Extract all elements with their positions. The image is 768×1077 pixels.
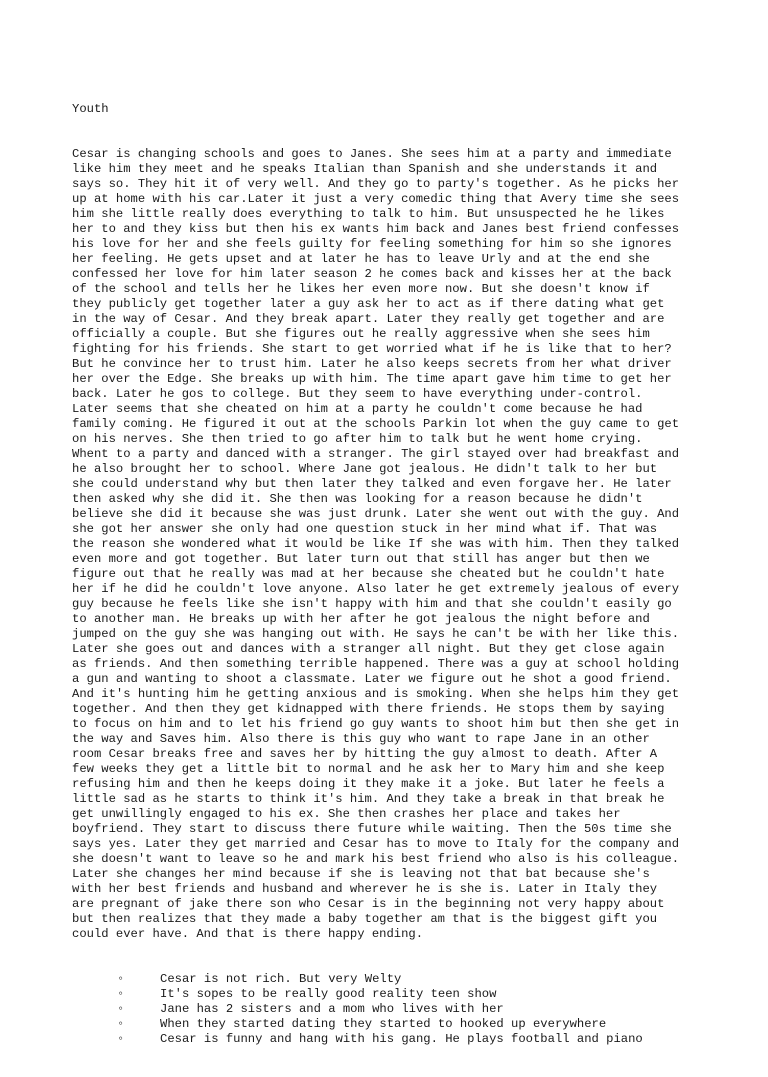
body-line: with her best friends and husband and wherever he is she is. Later in Italy they — [72, 882, 658, 896]
list-item — [72, 987, 712, 1002]
body-line: says yes. Later they get married and Cesar has to move to Italy for the company and — [72, 837, 680, 851]
body-line: him she little really does everything to talk to him. But unsuspected he he likes — [72, 207, 665, 221]
body-line: And it's hunting him he getting anxious and is smoking. When she helps him they get — [72, 687, 680, 701]
list-item — [72, 1002, 712, 1017]
body-line: guy because he feels like she isn't happy with him and that she couldn't easily go — [72, 597, 672, 611]
list-item — [72, 972, 712, 987]
body-line: says so. They hit it of very well. And they go to party's together. As he picks her — [72, 177, 680, 191]
body-line: few weeks they get a little bit to normal and he ask her to Mary him and she keep — [72, 762, 665, 776]
body-line: she doesn't want to leave so he and mark his best friend who also is his colleague. — [72, 852, 680, 866]
body-line: Whent to a party and danced with a stranger. The girl stayed over had breakfast and — [72, 447, 680, 461]
body-line: Cesar is changing schools and goes to Janes. She sees him at a party and immediate — [72, 147, 672, 161]
body-line: a gun and wanting to shoot a classmate. Later we figure out he shot a good friend. — [72, 672, 672, 686]
bullet-circle-icon: ◦ — [117, 972, 125, 986]
bullet-text: Cesar is not rich. But very Welty — [160, 972, 402, 986]
body-line: even more and got together. But later turn out that still has anger but then we — [72, 552, 650, 566]
bullet-text: Jane has 2 sisters and a mom who lives with her — [160, 1002, 504, 1016]
body-line: of the school and tells her he likes her even more now. But she doesn't know if — [72, 282, 650, 296]
body-line: up at home with his car.Later it just a very comedic thing that Avery time she sees — [72, 192, 680, 206]
body-line: fighting for his friends. She start to get worried what if he is like that to her? — [72, 342, 672, 356]
body-line: are pregnant of jake there son who Cesar is in the beginning not very happy about — [72, 897, 665, 911]
body-paragraph — [72, 147, 712, 942]
body-line: Later she goes out and dances with a stranger all night. But they get close again — [72, 642, 665, 656]
body-line: in the way of Cesar. And they break apart. Later they really get together and are — [72, 312, 665, 326]
body-line: as friends. And then something terrible happened. There was a guy at school holding — [72, 657, 680, 671]
body-line: she could understand why but then later they talked and even forgave her. He later — [72, 477, 672, 491]
body-line: room Cesar breaks free and saves her by hitting the guy almost to death. After A — [72, 747, 658, 761]
body-line: little sad as he starts to think it's him. And they take a break in that break he — [72, 792, 665, 806]
body-line: figure out that he really was mad at her because she cheated but he couldn't hate — [72, 567, 665, 581]
body-line: to another man. He breaks up with her after he got jealous the night before and — [72, 612, 650, 626]
body-line: her to and they kiss but then his ex wants him back and Janes best friend confesses — [72, 222, 680, 236]
body-line: her feeling. He gets upset and at later he has to leave Urly and at the end she — [72, 252, 650, 266]
bullet-text: When they started dating they started to hooked up everywhere — [160, 1017, 607, 1031]
body-line: the way and Saves him. Also there is this guy who want to rape Jane in an other — [72, 732, 650, 746]
body-line: together. And then they get kidnapped with there friends. He stops them by saying — [72, 702, 665, 716]
body-line: they publicly get together later a guy ask her to act as if there dating what get — [72, 297, 665, 311]
document-text — [72, 72, 712, 1077]
body-line: refusing him and then he keeps doing it they make it a joke. But later he feels a — [72, 777, 665, 791]
body-line: Later seems that she cheated on him at a party he couldn't come because he had — [72, 402, 643, 416]
body-line: he also brought her to school. Where Jane got jealous. He didn't talk to her but — [72, 462, 658, 476]
body-line: But he convince her to trust him. Later he also keeps secrets from her what driver — [72, 357, 672, 371]
bullet-text: Cesar is funny and hang with his gang. He plays football and piano — [160, 1032, 643, 1046]
body-line: to focus on him and to let his friend go guy wants to shoot him but then she get in — [72, 717, 680, 731]
body-line: believe she did it because she was just drunk. Later she went out with the guy. And — [72, 507, 680, 521]
body-line: her over the Edge. She breaks up with him. The time apart gave him time to get her — [72, 372, 672, 386]
bullet-text: It's sopes to be really good reality teen show — [160, 987, 497, 1001]
body-line: his love for her and she feels guilty for feeling something for him so she ignores — [72, 237, 672, 251]
document-title: Youth — [72, 102, 109, 116]
body-line: the reason she wondered what it would be like If she was with him. Then they talked — [72, 537, 680, 551]
body-line: officially a couple. But she figures out he really aggressive when she sees him — [72, 327, 650, 341]
body-line: back. Later he gos to college. But they seem to have everything under-control. — [72, 387, 643, 401]
body-line: get unwillingly engaged to his ex. She then crashes her place and takes her — [72, 807, 621, 821]
list-item — [72, 1032, 712, 1047]
body-line: but then realizes that they made a baby together am that is the biggest gift you — [72, 912, 658, 926]
bullet-circle-icon: ◦ — [117, 1002, 125, 1016]
body-line: jumped on the guy she was hanging out with. He says he can't be with her like this. — [72, 627, 680, 641]
bullet-circle-icon: ◦ — [117, 1032, 125, 1046]
body-line: she got her answer she only had one question stuck in her mind what if. That was — [72, 522, 658, 536]
bullet-list — [72, 972, 712, 1047]
body-line: Later she changes her mind because if she is leaving not that bat because she's — [72, 867, 650, 881]
body-line: family coming. He figured it out at the schools Parkin lot when the guy came to get — [72, 417, 680, 431]
body-line: then asked why she did it. She then was looking for a reason because he didn't — [72, 492, 643, 506]
list-item — [72, 1017, 712, 1032]
bullet-circle-icon: ◦ — [117, 987, 125, 1001]
bullet-circle-icon: ◦ — [117, 1017, 125, 1031]
body-line: like him they meet and he speaks Italian than Spanish and she understands it and — [72, 162, 658, 176]
body-line: confessed her love for him later season 2 he comes back and kisses her at the back — [72, 267, 672, 281]
body-line: boyfriend. They start to discuss there future while waiting. Then the 50s time she — [72, 822, 672, 836]
body-line: could ever have. And that is there happy ending. — [72, 927, 424, 941]
body-line: on his nerves. She then tried to go after him to talk but he went home crying. — [72, 432, 643, 446]
body-line: her if he did he couldn't love anyone. Also later he get extremely jealous of every — [72, 582, 680, 596]
